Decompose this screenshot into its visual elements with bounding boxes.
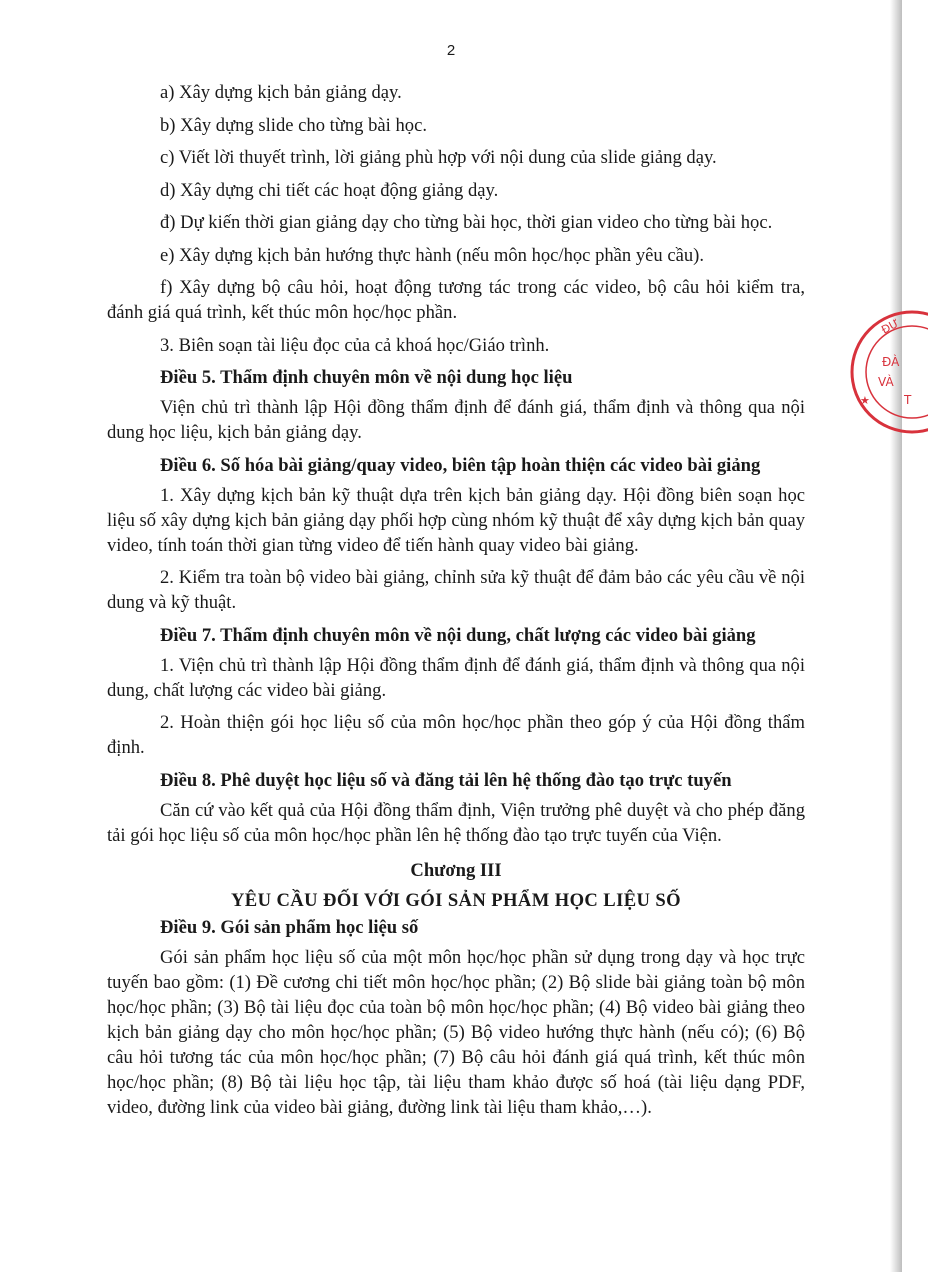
page-number: 2: [446, 42, 456, 59]
article-6-p2: 2. Kiểm tra toàn bộ video bài giảng, chỉnh sửa kỹ thuật để đảm bảo các yêu cầu về nội dung và kỹ thuật.: [107, 567, 805, 613]
article-6-p1: 1. Xây dựng kịch bản kỹ thuật dựa trên kịch bản giảng dạy. Hội đồng biên soạn học liệu số xây dựng kịch bản giảng dạy phối hợp cùng nhóm kỹ thuật để xây dựng kịch bản quay video, tính toán thời gian từng video để tiến hành quay video bài giảng.: [107, 484, 805, 556]
item-dd: đ) Dự kiến thời gian giảng dạy cho từng bài học, thời gian video cho từng bài học.: [160, 212, 773, 233]
article-8-body: Căn cứ vào kết quả của Hội đồng thẩm định, Viện trưởng phê duyệt và cho phép đăng tải gói học liệu số của môn học/học phần lên hệ thống đào tạo trực tuyến của Viện.: [107, 799, 805, 846]
page-edge-shadow: [890, 0, 902, 1272]
item-e: e) Xây dựng kịch bản hướng thực hành (nếu môn học/học phần yêu cầu).: [160, 244, 705, 266]
item-c: c) Viết lời thuyết trình, lời giảng phù hợp với nội dung của slide giảng dạy.: [160, 147, 717, 168]
article-9-heading: Điều 9. Gói sản phẩm học liệu số: [160, 916, 419, 938]
svg-text:ĐÀ: ĐÀ: [882, 355, 900, 369]
svg-text:T: T: [904, 393, 912, 407]
svg-text:VÀ: VÀ: [878, 375, 894, 389]
item-b: b) Xây dựng slide cho từng bài học.: [160, 114, 427, 136]
article-5-body: Viện chủ trì thành lập Hội đồng thẩm định để đánh giá, thẩm định và thông qua nội dung học liệu, kịch bản giảng dạy.: [107, 397, 805, 443]
article-7-p2: 2. Hoàn thiện gói học liệu số của môn học/học phần theo góp ý của Hội đồng thẩm định.: [107, 712, 805, 758]
article-8-heading: Điều 8. Phê duyệt học liệu số và đăng tải lên hệ thống đào tạo trực tuyến: [160, 769, 732, 791]
article-7-heading: Điều 7. Thẩm định chuyên môn về nội dung, chất lượng các video bài giảng: [160, 624, 756, 646]
item-d: d) Xây dựng chi tiết các hoạt động giảng dạy.: [160, 179, 499, 201]
item-3: 3. Biên soạn tài liệu đọc của cả khoá học/Giáo trình.: [160, 334, 550, 356]
article-6-heading: Điều 6. Số hóa bài giảng/quay video, biên tập hoàn thiện các video bài giảng: [160, 454, 761, 476]
document-body: [107, 80, 805, 1127]
red-seal-stamp: [848, 304, 928, 440]
chapter-title: YÊU CẦU ĐỐI VỚI GÓI SẢN PHẨM HỌC LIỆU SỐ: [230, 889, 682, 911]
svg-text:ĐƯ: ĐƯ: [879, 316, 902, 337]
article-5-heading: Điều 5. Thẩm định chuyên môn về nội dung học liệu: [160, 367, 573, 388]
chapter-label: Chương III: [410, 859, 502, 881]
item-f: f) Xây dựng bộ câu hỏi, hoạt động tương tác trong các video, bộ câu hỏi kiểm tra, đánh giá quá trình, kết thúc môn học/học phần.: [107, 277, 805, 323]
article-9-body: Gói sản phẩm học liệu số của một môn học/học phần sử dụng trong dạy và học trực tuyến bao gồm: (1) Đề cương chi tiết môn học/học phần; (2) Bộ slide bài giảng toàn bộ môn học/học phần; (3) Bộ tài liệu đọc của toàn bộ môn học/học phần; (4) Bộ video bài giảng theo kịch bản giảng dạy cho môn học/học phần; (5) Bộ video hướng thực hành (nếu có); (6) Bộ câu hỏi tương tác của môn học/học phần; (7) Bộ câu hỏi đánh giá quá trình, kết thúc môn học/học phần; (8) Bộ tài liệu học tập, tài liệu tham khảo được số hoá (tài liệu dạng PDF, video, đường link của video bài giảng, đường link tài liệu tham khảo,…).: [107, 946, 805, 1118]
item-a: a) Xây dựng kịch bản giảng dạy.: [160, 82, 402, 103]
svg-text:★: ★: [860, 394, 870, 407]
article-7-p1: 1. Viện chủ trì thành lập Hội đồng thẩm định để đánh giá, thẩm định và thông qua nội dung, chất lượng các video bài giảng.: [107, 654, 805, 701]
